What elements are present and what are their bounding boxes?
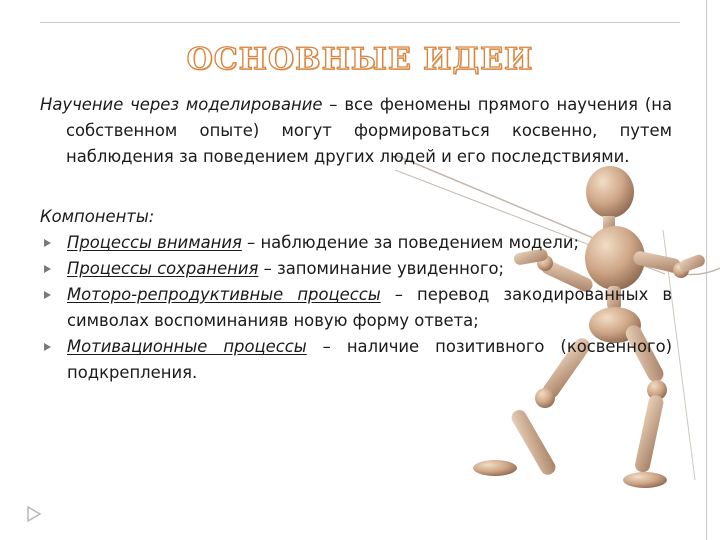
list-item: [40, 282, 672, 334]
list-item: [40, 334, 672, 386]
triangle-bullet-icon: [44, 239, 51, 247]
component-text: – наблюдение за поведением модели;: [241, 233, 580, 252]
list-item: [40, 230, 672, 256]
slide-title: ОСНОВНЫЕ ИДЕИ: [186, 42, 534, 77]
list-item: [40, 256, 672, 282]
frame-top-line: [40, 22, 680, 23]
triangle-bullet-icon: [44, 265, 51, 273]
component-text: – перевод закодированных в символах воспоминанияв новую форму ответа;: [67, 285, 673, 330]
component-text: – наличие позитивного (косвенного) подкрепления.: [67, 337, 673, 382]
component-text: – запоминание увиденного;: [258, 259, 505, 278]
definition-text: – все феномены прямого научения (на собственном опыте) могут формироваться косвенно, путем наблюдения за поведением других людей и его последствиями.: [66, 95, 672, 166]
components-heading: Компоненты:: [40, 207, 155, 226]
component-term: Мотивационные процессы: [67, 337, 307, 356]
component-term: Процессы сохранения: [67, 259, 259, 278]
definition-paragraph: [40, 92, 672, 170]
nav-arrow-icon[interactable]: [26, 505, 42, 523]
triangle-bullet-icon: [44, 291, 51, 299]
slide-body: [40, 92, 672, 386]
triangle-bullet-icon: [44, 343, 51, 351]
components-list: [40, 230, 672, 386]
component-term: Моторо-репродуктивные процессы: [67, 285, 381, 304]
component-term: Процессы внимания: [67, 233, 242, 252]
definition-term: Научение через моделирование: [40, 95, 323, 114]
